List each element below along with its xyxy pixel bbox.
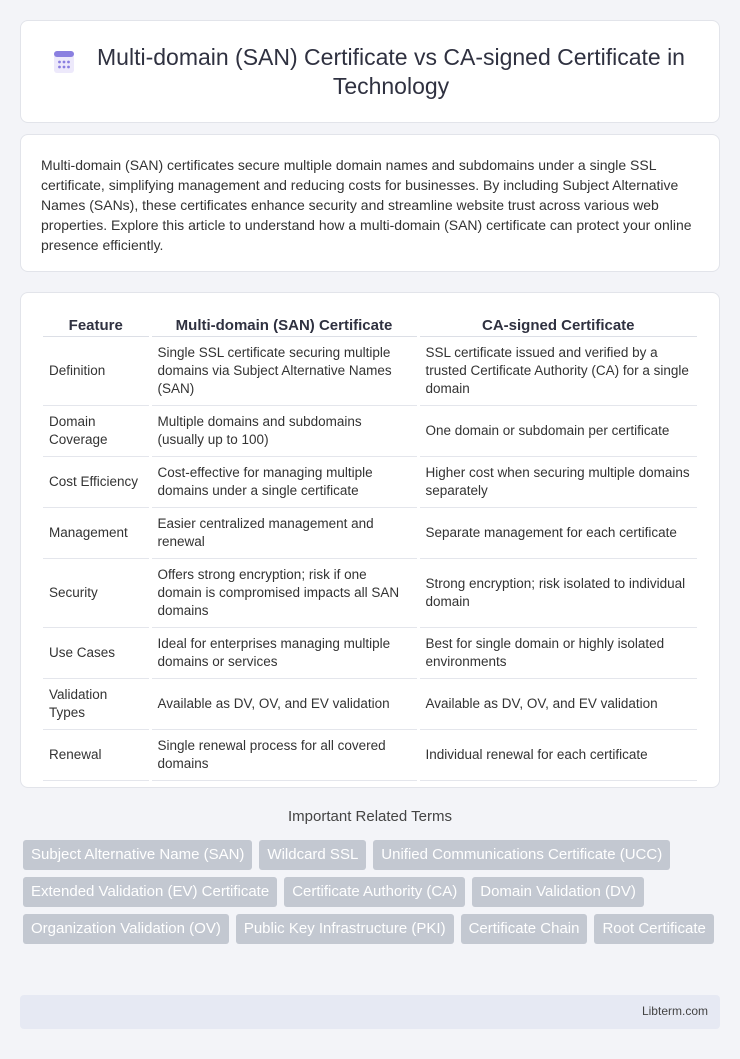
related-term-tag[interactable]: Unified Communications Certificate (UCC) (373, 840, 670, 870)
feature-cell: Use Cases (43, 628, 150, 679)
table-row (43, 679, 697, 730)
comparison-table-card (20, 292, 720, 788)
feature-cell: Validation Types (43, 679, 150, 730)
related-term-tag[interactable]: Public Key Infrastructure (PKI) (236, 914, 454, 944)
related-term-tag[interactable]: Subject Alternative Name (SAN) (23, 840, 252, 870)
ca-cell: Individual renewal for each certificate (418, 730, 697, 781)
san-cell: Available as DV, OV, and EV validation (150, 679, 418, 730)
intro-paragraph: Multi-domain (SAN) certificates secure multiple domain names and subdomains under a single SSL certificate, simplifying management and reducing costs for businesses. By including Subject Alternative Names (SANs), these certificates enhance security and streamline website trust across various web properties. Explore this article to understand how a multi-domain (SAN) certificate can protect your online presence efficiently. (41, 157, 692, 253)
san-cell: Easier centralized management and renewal (150, 508, 418, 559)
column-header: Multi-domain (SAN) Certificate (150, 313, 418, 337)
ca-cell: One domain or subdomain per certificate (418, 406, 697, 457)
san-cell: Single SSL certificate securing multiple domains via Subject Alternative Names (SAN) (150, 337, 418, 406)
table-row (43, 730, 697, 781)
feature-cell: Security (43, 559, 150, 628)
related-term-tag[interactable]: Wildcard SSL (259, 840, 366, 870)
related-term-tag[interactable]: Certificate Chain (461, 914, 588, 944)
ca-cell: Higher cost when securing multiple domains separately (418, 457, 697, 508)
feature-cell: Definition (43, 337, 150, 406)
ca-cell: SSL certificate issued and verified by a trusted Certificate Authority (CA) for a single domain (418, 337, 697, 406)
table-row (43, 508, 697, 559)
table-row (43, 406, 697, 457)
table-row (43, 559, 697, 628)
feature-cell: Management (43, 508, 150, 559)
feature-cell: Domain Coverage (43, 406, 150, 457)
related-terms-list (23, 840, 723, 944)
ca-cell: Available as DV, OV, and EV validation (418, 679, 697, 730)
related-terms-heading: Important Related Terms (288, 808, 452, 825)
related-term-tag[interactable]: Domain Validation (DV) (472, 877, 644, 907)
san-cell: Multiple domains and subdomains (usually up to 100) (150, 406, 418, 457)
ca-cell: Separate management for each certificate (418, 508, 697, 559)
document-icon (51, 49, 77, 75)
san-cell: Ideal for enterprises managing multiple domains or services (150, 628, 418, 679)
related-term-tag[interactable]: Extended Validation (EV) Certificate (23, 877, 277, 907)
related-term-tag[interactable]: Root Certificate (594, 914, 713, 944)
related-term-tag[interactable]: Certificate Authority (CA) (284, 877, 465, 907)
related-term-tag[interactable]: Organization Validation (OV) (23, 914, 229, 944)
san-cell: Single renewal process for all covered domains (150, 730, 418, 781)
footer (20, 995, 720, 1029)
san-cell: Cost-effective for managing multiple domains under a single certificate (150, 457, 418, 508)
ca-cell: Best for single domain or highly isolated environments (418, 628, 697, 679)
page-title: Multi-domain (SAN) Certificate vs CA-signed Certificate in Technology (97, 43, 685, 99)
ca-cell: Strong encryption; risk isolated to individual domain (418, 559, 697, 628)
san-cell: Offers strong encryption; risk if one domain is compromised impacts all SAN domains (150, 559, 418, 628)
intro-card (20, 134, 720, 272)
table-header-row (43, 313, 697, 337)
feature-cell: Renewal (43, 730, 150, 781)
footer-brand-link[interactable]: Libterm.com (641, 1004, 708, 1018)
column-header: Feature (43, 313, 150, 337)
column-header: CA-signed Certificate (418, 313, 697, 337)
comparison-table (43, 313, 697, 781)
table-row (43, 628, 697, 679)
table-row (43, 457, 697, 508)
header-card (20, 20, 720, 123)
table-row (43, 337, 697, 406)
feature-cell: Cost Efficiency (43, 457, 150, 508)
